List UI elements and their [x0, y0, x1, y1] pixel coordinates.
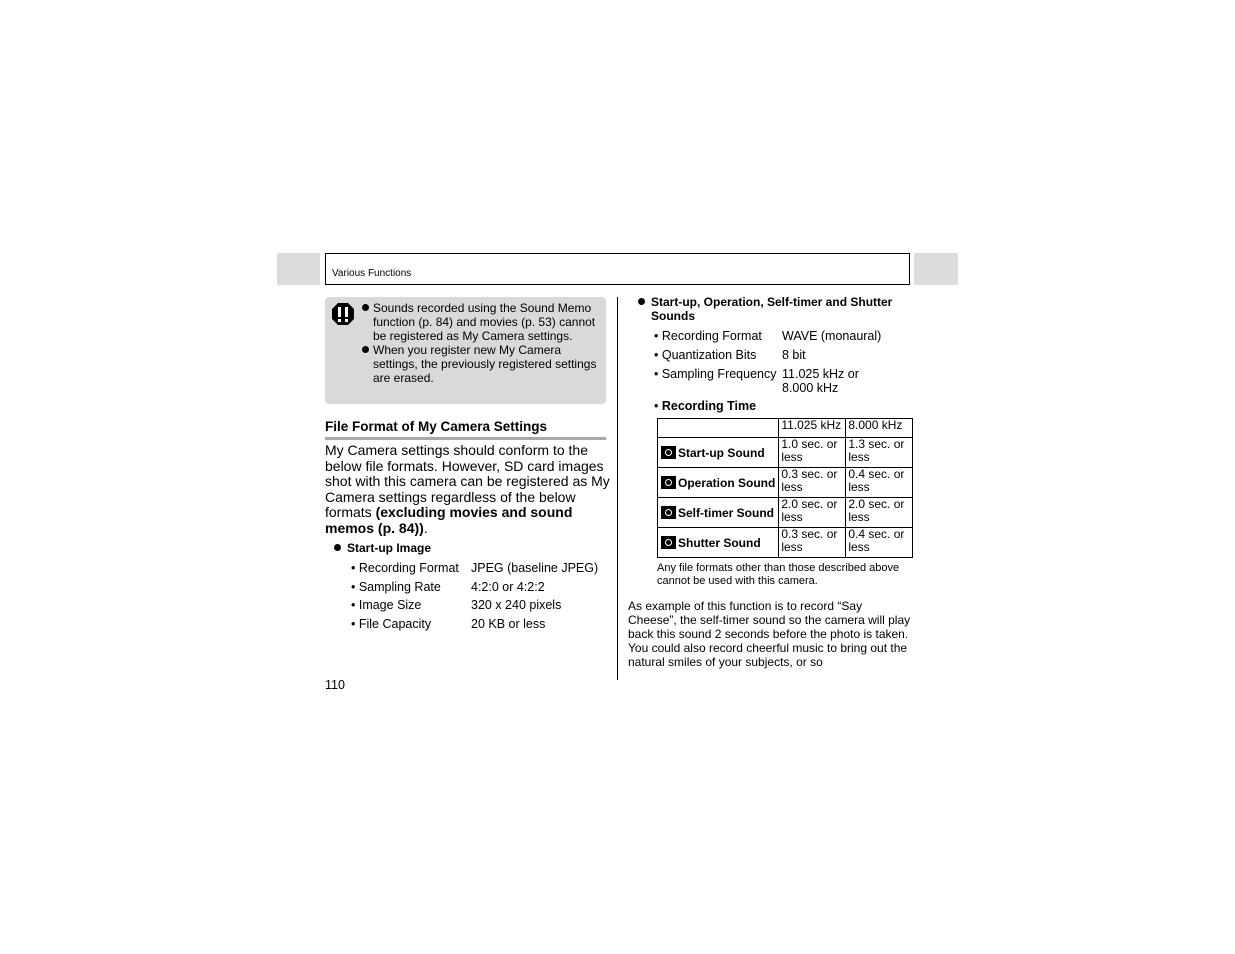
table-header-row — [658, 419, 913, 438]
spec-label: • Sampling Frequency — [654, 367, 777, 381]
table-row — [658, 468, 913, 498]
row-label-text: Operation Sound — [678, 475, 776, 490]
page-header — [325, 253, 910, 285]
spec-value: 320 x 240 pixels — [471, 598, 562, 612]
sounds-specs — [654, 329, 909, 399]
cell-line: less — [781, 539, 803, 554]
spec-value-continued: 8.000 kHz — [782, 381, 839, 395]
operation-sound-icon — [661, 476, 676, 489]
cell-line: less — [848, 539, 870, 554]
table-row — [658, 528, 913, 558]
spec-value: 20 KB or less — [471, 617, 546, 631]
table-cell — [779, 498, 846, 528]
left-page-tab — [277, 253, 320, 285]
startup-image-specs — [351, 561, 611, 641]
cell-line: 2.0 sec. or — [848, 497, 905, 511]
caution-item: Sounds recorded using the Sound Memo function (p. 84) and movies (p. 53) cannot be registered as My Camera settings. — [361, 301, 601, 343]
spec-label: • Recording Format — [654, 329, 762, 343]
cell-line: 0.4 sec. or — [848, 527, 905, 541]
cell-line: less — [781, 479, 803, 494]
intro-paragraph — [325, 443, 610, 536]
table-row — [658, 438, 913, 468]
intro-text: My Camera settings should conform to the below file formats. However, SD card images shot with this camera can be registered as My Camera settings regardless of the below formats — [325, 442, 610, 520]
cell-line: less — [848, 509, 870, 524]
caution-icon — [331, 302, 355, 326]
spec-label: • Quantization Bits — [654, 348, 757, 362]
spec-value: 4:2:0 or 4:2:2 — [471, 580, 545, 594]
table-cell — [779, 528, 846, 558]
table-cell — [846, 438, 913, 468]
title-rule — [325, 437, 606, 440]
table-cell — [779, 468, 846, 498]
spec-label: • Image Size — [351, 598, 422, 612]
spec-value: JPEG (baseline JPEG) — [471, 561, 599, 575]
table-column-header: 11.025 kHz — [779, 419, 846, 438]
cell-line: 1.0 sec. or — [781, 437, 838, 451]
recording-time-table — [657, 418, 913, 558]
startup-image-heading — [334, 541, 431, 555]
example-paragraph: As example of this function is to record “Say Cheese”, the self-timer sound so the camera will play back this sound 2 seconds before the photo is taken. You could also record cheerful music to bring out the natural smiles of your subjects, or so — [628, 599, 911, 669]
spec-label: • Sampling Rate — [351, 580, 441, 594]
caution-box — [325, 297, 606, 404]
caution-list — [361, 301, 601, 385]
column-divider — [617, 297, 618, 680]
row-label-text: Self-timer Sound — [678, 505, 775, 520]
table-cell — [846, 468, 913, 498]
recording-time-label: Recording Time — [661, 399, 757, 413]
row-label-text: Start-up Sound — [678, 445, 765, 460]
table-cell — [846, 528, 913, 558]
row-label — [658, 498, 779, 528]
row-label — [658, 438, 779, 468]
row-label — [658, 468, 779, 498]
cell-line: 2.0 sec. or — [781, 497, 838, 511]
intro-end: . — [423, 519, 428, 536]
section-title: File Format of My Camera Settings — [325, 419, 548, 434]
intro-bold: (excluding movies and sound memos (p. 84)) — [325, 504, 573, 536]
shutter-sound-icon — [661, 536, 676, 549]
cell-line: less — [781, 449, 803, 464]
recording-time-heading: • Recording Time — [654, 399, 757, 413]
cell-line: less — [848, 449, 870, 464]
spec-value: 8 bit — [782, 348, 806, 362]
cell-line: less — [781, 509, 803, 524]
cell-line: 0.4 sec. or — [848, 467, 905, 481]
table-cell — [846, 498, 913, 528]
row-label-text: Shutter Sound — [678, 535, 761, 550]
table-note: Any file formats other than those described above cannot be used with this camera. — [657, 562, 900, 587]
table-cell — [779, 438, 846, 468]
startup-image-heading-text: Start-up Image — [347, 541, 432, 555]
table-corner-cell — [658, 419, 779, 438]
sounds-heading — [638, 295, 892, 323]
caution-item: When you register new My Camera settings, the previously registered settings are erased. — [361, 343, 601, 385]
cell-line: 0.3 sec. or — [781, 467, 838, 481]
bullet-dot — [638, 298, 645, 305]
self-timer-sound-icon — [661, 506, 676, 519]
spec-label: • File Capacity — [351, 617, 432, 631]
startup-sound-icon — [661, 446, 676, 459]
row-label — [658, 528, 779, 558]
table-column-header: 8.000 kHz — [846, 419, 913, 438]
spec-value: 11.025 kHz or — [782, 367, 859, 381]
cell-line: 1.3 sec. or — [848, 437, 905, 451]
spec-value: WAVE (monaural) — [782, 329, 882, 343]
cell-line: 0.3 sec. or — [781, 527, 838, 541]
page-number: 110 — [325, 678, 345, 692]
cell-line: less — [848, 479, 870, 494]
bullet-dot — [334, 544, 341, 551]
spec-label: • Recording Format — [351, 561, 459, 575]
header-section-title: Various Functions — [332, 268, 412, 279]
table-row — [658, 498, 913, 528]
sounds-heading-line1: Start-up, Operation, Self-timer and Shutter — [651, 295, 893, 309]
right-page-tab — [914, 253, 958, 285]
sounds-heading-line2: Sounds — [651, 309, 695, 323]
